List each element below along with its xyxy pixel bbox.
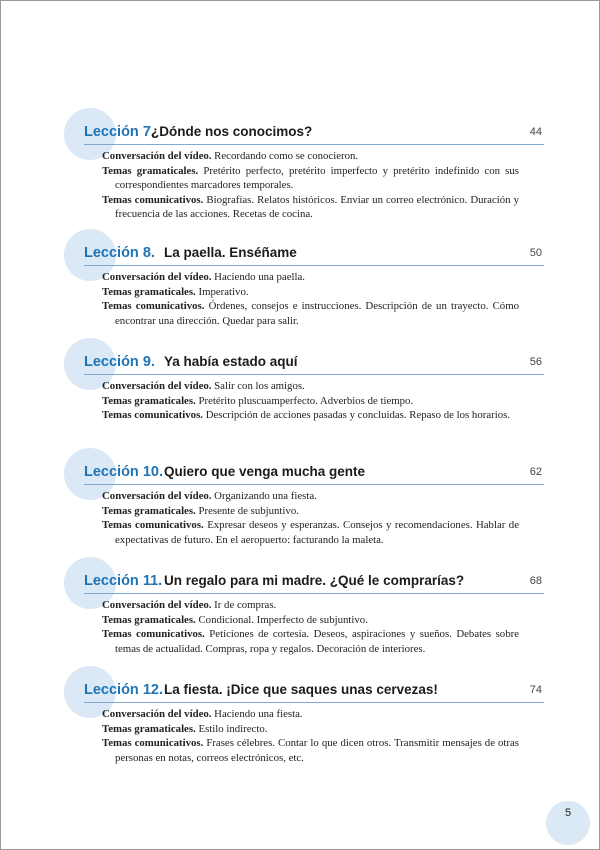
lesson-content xyxy=(102,379,519,423)
lesson-item xyxy=(102,598,519,613)
lesson-label: Lección 7. xyxy=(84,124,155,140)
lesson-item xyxy=(102,504,519,519)
item-text: Frases célebres. Contar lo que dicen otros. Transmitir mensajes de otras personas en notas, correos electrónicos, etc. xyxy=(115,737,519,764)
item-label: Temas gramaticales. xyxy=(102,613,196,626)
item-text: Haciendo una paella. xyxy=(214,271,306,283)
item-text: Expresar deseos y esperanzas. Consejos y recomendaciones. Hablar de expectativas de futuro. En el aeropuerto: facturando la maleta. xyxy=(115,519,519,546)
item-label: Temas comunicativos. xyxy=(102,300,205,312)
item-text: Haciendo una fiesta. xyxy=(214,708,303,720)
item-label: Conversación del vídeo. xyxy=(102,150,212,162)
lesson-item xyxy=(102,707,519,722)
item-label: Temas comunicativos. xyxy=(102,193,204,206)
lesson-item xyxy=(102,164,519,193)
lesson-header xyxy=(84,571,544,594)
item-text: Salir con los amigos. xyxy=(214,380,305,392)
lesson-item xyxy=(102,270,519,285)
lesson-content xyxy=(102,270,519,328)
item-text: Pretérito pluscuamperfecto. Adverbios de tiempo. xyxy=(198,394,414,407)
item-label: Temas comunicativos. xyxy=(102,409,203,421)
item-text: Recordando como se conocieron. xyxy=(214,150,359,162)
item-text: Condicional. Imperfecto de subjuntivo. xyxy=(198,613,368,626)
lesson-title: ¿Dónde nos conocimos? xyxy=(151,124,313,139)
lesson-header xyxy=(84,122,544,145)
lesson-header xyxy=(84,243,544,266)
item-label: Temas gramaticales. xyxy=(102,504,196,517)
item-label: Conversación del vídeo. xyxy=(102,708,212,720)
lesson-label: Lección 11. xyxy=(84,573,163,589)
item-text: Órdenes, consejos e instrucciones. Descripción de un trayecto. Cómo encontrar una dirección. Quedar para salir. xyxy=(115,300,519,327)
lesson-title: Un regalo para mi madre. ¿Qué le comprarías? xyxy=(164,573,465,588)
lesson-page-number: 44 xyxy=(529,126,542,138)
lesson-page-number: 68 xyxy=(529,575,542,587)
lesson-item xyxy=(102,627,519,656)
lesson-header xyxy=(84,680,544,703)
lesson-page-number: 50 xyxy=(529,247,542,259)
item-label: Temas gramaticales. xyxy=(102,164,199,177)
item-label: Conversación del vídeo. xyxy=(102,490,212,502)
lesson-page-number: 74 xyxy=(529,684,542,696)
lesson-content xyxy=(102,149,519,222)
item-label: Conversación del vídeo. xyxy=(102,380,212,392)
item-label: Conversación del vídeo. xyxy=(102,599,212,611)
lesson-label: Lección 9. xyxy=(84,354,155,370)
lesson-title: Ya había estado aquí xyxy=(164,354,298,369)
lesson-item xyxy=(102,518,519,547)
item-label: Temas comunicativos. xyxy=(102,519,204,531)
item-text: Organizando una fiesta. xyxy=(214,490,317,502)
lesson-content xyxy=(102,598,519,656)
item-label: Temas comunicativos. xyxy=(102,737,204,749)
lesson-title: Quiero que venga mucha gente xyxy=(164,464,366,479)
lesson-label: Lección 8. xyxy=(84,245,155,261)
item-text: Imperativo. xyxy=(198,285,249,298)
item-label: Temas gramaticales. xyxy=(102,394,196,407)
lesson-header xyxy=(84,462,544,485)
item-text: Peticiones de cortesía. Deseos, aspiraciones y sueños. Debates sobre temas de actualidad. Compras, ropa y regalos. Decoración de interiores. xyxy=(115,628,519,655)
item-label: Temas comunicativos. xyxy=(102,628,205,640)
lesson-title: La fiesta. ¡Dice que saques unas cervezas! xyxy=(164,682,438,697)
item-text: Biografías. Relatos históricos. Enviar un correo electrónico. Duración y frecuencia de las acciones. Recetas de cocina. xyxy=(115,193,519,220)
lesson-item xyxy=(102,408,519,423)
item-text: Presente de subjuntivo. xyxy=(198,504,299,517)
item-label: Temas gramaticales. xyxy=(102,285,196,298)
lesson-item xyxy=(102,193,519,222)
lesson-label: Lección 10. xyxy=(84,464,163,480)
item-text: Descripción de acciones pasadas y concluidas. Repaso de los horarios. xyxy=(205,409,511,421)
item-text: Estilo indirecto. xyxy=(198,722,268,735)
lesson-item xyxy=(102,379,519,394)
item-text: Ir de compras. xyxy=(214,599,277,611)
lesson-item xyxy=(102,299,519,328)
item-text: Pretérito perfecto, pretérito imperfecto y pretérito indefinido con sus correspondientes marcadores temporales. xyxy=(115,164,519,191)
item-label: Temas gramaticales. xyxy=(102,722,196,735)
item-label: Conversación del vídeo. xyxy=(102,271,212,283)
lesson-item xyxy=(102,722,519,737)
lesson-content xyxy=(102,489,519,547)
lesson-page-number: 56 xyxy=(529,356,542,368)
lesson-page-number: 62 xyxy=(529,466,542,478)
lesson-item xyxy=(102,285,519,300)
lesson-item xyxy=(102,489,519,504)
lesson-label: Lección 12. xyxy=(84,682,163,698)
lesson-content xyxy=(102,707,519,765)
lesson-item xyxy=(102,394,519,409)
lesson-header xyxy=(84,352,544,375)
page-number: 5 xyxy=(564,807,572,819)
lesson-item xyxy=(102,736,519,765)
lesson-title: La paella. Enséñame xyxy=(164,245,297,260)
lesson-item xyxy=(102,149,519,164)
lesson-item xyxy=(102,613,519,628)
